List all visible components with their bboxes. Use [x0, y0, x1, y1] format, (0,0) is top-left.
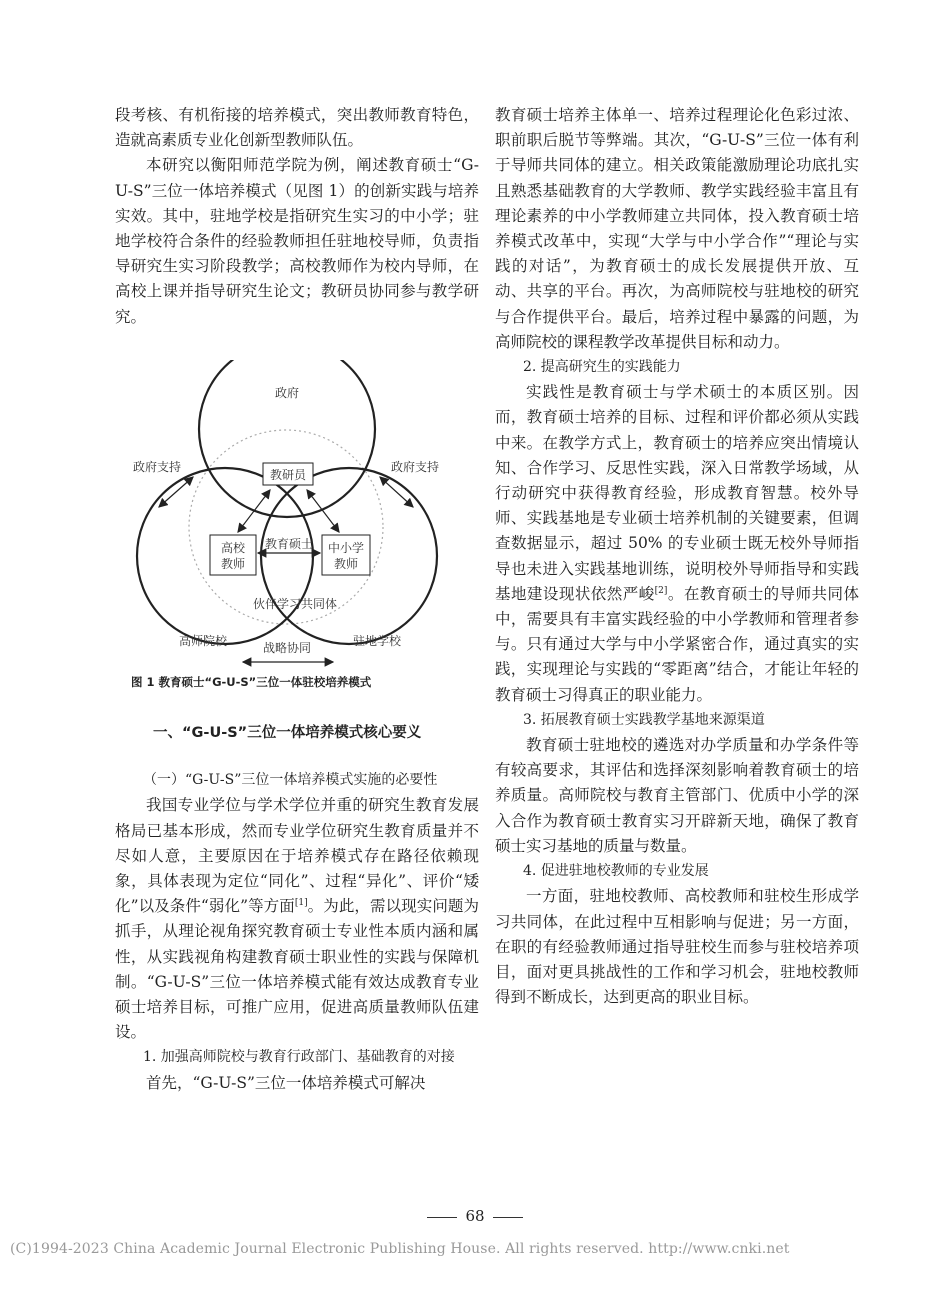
gov-label: 政府 [274, 385, 300, 400]
partner-label: 伙伴学习共同体 [252, 596, 338, 611]
gaoxiao-label-2: 教师 [220, 556, 246, 571]
gaoxiao-label-1: 高校 [220, 540, 246, 555]
reference-2[interactable]: [2] [654, 585, 668, 596]
subsection-heading: （一）“G-U-S”三位一体培养模式实施的必要性 [143, 772, 438, 789]
left-paragraph-3a: 我国专业学位与学术学位并重的研究生教育发展格局已基本形成，然而专业学位研究生教育质量并不尽如人意，主要原因在于培养模式存在路径依赖现象，具体表现为定位“同化”、过程“异化”、评价“矮化”以及条件“弱化”等方面 [115, 796, 479, 916]
right-paragraph-2a: 实践性是教育硕士与学术硕士的本质区别。因而，教育硕士培养的目标、过程和评价都必须从实践中来。在教学方式上，教育硕士的培养应突出情境认知、合作学习、反思性实践，深入日常教学场域，从行动研究中获得教育经验，形成教育智慧。校外导师、实践基地是专业硕士培养机制的关键要素，但调查数据显示，超过 50% 的专业硕士既无校外导师指导也未进入实践基地训练，说明校外导师指导和实践基地建设现状依然严峻 [495, 383, 859, 603]
page-number-dash-right [493, 1217, 523, 1218]
right-paragraph-3: 教育硕士驻地校的遴选对办学质量和办学条件等有较高要求，其评估和选择深刻影响着教育硕士的培养质量。高师院校与教育主管部门、优质中小学的深入合作为教育硕士教育实习开辟新天地，确保了教育硕士实习基地的质量与数量。 [495, 736, 859, 855]
left-column [115, 103, 479, 1096]
zhongxiaoxue-label-1: 中小学 [327, 540, 365, 555]
zhongxiaoxue-label-2: 教师 [333, 556, 359, 571]
reference-1[interactable]: [1] [294, 898, 308, 909]
item-heading-1: 1. 加强高师院校与教育行政部门、基础教育的对接 [143, 1049, 455, 1066]
right-paragraph-4: 一方面，驻地校教师、高校教师和驻校生形成学习共同体，在此过程中互相影响与促进；另一方面，在职的有经验教师通过指导驻校生而参与驻校培养项目，面对更具挑战性的工作和学习机会，驻地校教师得到不断成长，达到更高的职业目标。 [495, 887, 859, 1007]
gus-diagram [115, 360, 479, 670]
jiaoyanyuan-zhongxiaoxue-arrow [307, 490, 339, 532]
item-heading-2: 2. 提高研究生的实践能力 [523, 359, 681, 376]
edu-master-label: 教育硕士 [264, 536, 314, 551]
page-number [0, 1207, 950, 1225]
strategy-label: 战略协同 [262, 640, 312, 655]
figure-1 [115, 360, 479, 670]
right-paragraph-2 [495, 380, 859, 708]
right-paragraph-1: 教育硕士培养主体单一、培养过程理论化色彩过浓、职前职后脱节等弊端。其次，“G-U-S”三位一体有利于导师共同体的建立。相关政策能激励理论功底扎实且熟悉基础教育的大学教师、教学实践经验丰富且有理论素养的中小学教师建立共同体，投入教育硕士培养模式改革中，实现“大学与中小学合作”“理论与实践的对话”，为教育硕士的成长发展提供开放、互动、共享的平台。再次，为高师院校与驻地校的研究与合作提供平台。最后，培养过程中暴露的问题，为高师院校的课程教学改革提供目标和动力。 [495, 106, 859, 351]
gaoshi-label: 高师院校 [178, 633, 228, 648]
jiaoyanyuan-label: 教研员 [269, 467, 307, 482]
left-paragraph-4: 首先，“G-U-S”三位一体培养模式可解决 [146, 1073, 426, 1092]
item-heading-3: 3. 拓展教育硕士实践教学基地来源渠道 [523, 711, 765, 728]
jiaoyanyuan-gaoxiao-arrow [238, 490, 270, 532]
left-paragraph-3 [115, 793, 479, 1045]
left-paragraph-3b: 。为此，需以现实问题为抓手，从理论视角探究教育硕士专业性本质内涵和属性，从实践视角构建教育硕士职业性的实践与保障机制。“G-U-S”三位一体培养模式能有效达成教育专业硕士培养目标，可推广应用，促进高质量教师队伍建设。 [115, 897, 479, 1042]
page-number-dash-left [427, 1217, 457, 1218]
figure-caption: 图 1 教育硕士“G-U-S”三位一体驻校培养模式 [131, 674, 372, 689]
page-number-value: 68 [465, 1207, 485, 1225]
left-paragraph-2: 本研究以衡阳师范学院为例，阐述教育硕士“G-U-S”三位一体培养模式（见图 1）的创新实践与培养实效。其中，驻地学校是指研究生实习的中小学；驻地学校符合条件的经验教师担任驻地校导师，负责指导研究生实习阶段教学；高校教师作为校内导师，在高校上课并指导研究生论文；教研员协同参与教学研究。 [115, 156, 479, 326]
copyright-footer: (C)1994-2023 China Academic Journal Electronic Publishing House. All rights reserved. http://www.cnki.net [10, 1241, 790, 1257]
gov-support-left-label: 政府支持 [132, 459, 182, 474]
item-heading-4: 4. 促进驻地校教师的专业发展 [523, 863, 709, 880]
right-column [495, 103, 859, 1010]
left-paragraph-1: 段考核、有机衔接的培养模式，突出教师教育特色，造就高素质专业化创新型教师队伍。 [115, 106, 479, 150]
gov-support-right-label: 政府支持 [390, 459, 440, 474]
partner-dotted-circle [189, 430, 383, 624]
section-heading: 一、“G-U-S”三位一体培养模式核心要义 [153, 725, 422, 742]
zhudi-label: 驻地学校 [352, 633, 402, 648]
right-paragraph-2b: 。在教育硕士的导师共同体中，需要具有丰富实践经验的中小学教师和管理者参与。只有通过大学与中小学紧密合作，通过真实的实践，实现理论与实践的“零距离”结合，才能让年轻的教育硕士习得真正的职业能力。 [495, 584, 859, 704]
